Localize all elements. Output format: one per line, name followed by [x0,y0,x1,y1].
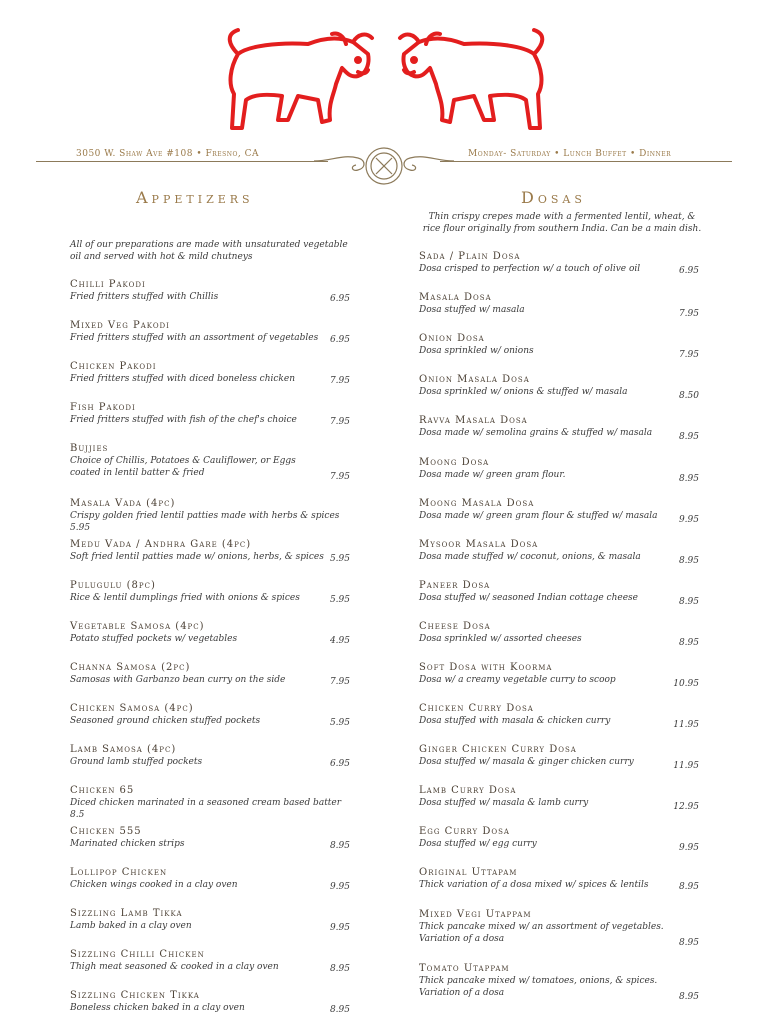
item-desc: Rice & lentil dumplings fried with onions & spices [70,593,300,603]
menu-item [70,908,350,932]
item-price: 8.95 [678,638,699,648]
item-desc: Fried fritters stuffed with an assortment of vegetables [70,333,319,343]
item-name: Mysoor Masala Dosa [419,539,539,550]
item-desc: Fried fritters stuffed with diced boneless chicken [70,374,296,384]
monogram-emblem-icon [312,144,456,188]
item-desc: Dosa sprinkled w/ onions & stuffed w/ masala [419,387,628,397]
restaurant-hours: Monday- Saturday • Lunch Buffet • Dinner [468,149,672,159]
menu-item [419,580,699,607]
menu-item [419,292,699,319]
dosas-intro: Thin crispy crepes made with a fermented lentil, wheat, & rice flour originally from southern India. Can be a main dish. [422,212,702,234]
item-price: 9.95 [329,882,350,892]
menu-item [70,662,350,686]
item-desc: Dosa stuffed w/ egg curry [419,839,537,849]
item-price: 8.95 [678,432,699,442]
item-price: 7.95 [329,376,350,386]
menu-item [70,826,350,850]
menu-item [419,703,699,730]
menu-item [419,498,699,525]
menu-item [419,251,699,275]
menu-item [419,333,699,360]
item-price: 12.95 [673,802,699,812]
menu-item [70,949,350,973]
item-name: Paneer Dosa [419,580,491,591]
item-name: Cheese Dosa [419,621,491,632]
item-desc: Potato stuffed pockets w/ vegetables [70,634,238,644]
item-desc: Dosa sprinkled w/ assorted cheeses [419,634,582,644]
item-name: Chilli Pakodi [70,279,146,290]
item-desc: Lamb baked in a clay oven [70,921,192,931]
item-price: 8.95 [678,597,699,607]
item-name: Tomato Utappam [419,963,510,974]
item-name: Chicken 555 [70,826,142,837]
menu-item [419,457,699,484]
item-desc: Dosa sprinkled w/ onions [419,346,534,356]
item-price: 9.95 [678,515,699,525]
bulls-logo-icon [218,24,554,144]
item-name: Chicken Curry Dosa [419,703,534,714]
item-name: Original Uttapam [419,867,518,878]
item-price: 8.95 [329,964,350,974]
menu-item [419,785,699,812]
item-name: Lamb Samosa (4pc) [70,744,177,755]
menu-item [70,990,350,1014]
item-name: Egg Curry Dosa [419,826,510,837]
menu-item [419,963,699,1002]
item-desc: Dosa stuffed w/ masala [419,305,525,315]
menu-item [70,621,350,645]
item-name: Medu Vada / Andhra Gare (4pc) [70,539,252,550]
item-desc: Soft fried lentil patties made w/ onions, herbs, & spices [70,552,324,562]
item-name: Sizzling Chilli Chicken [70,949,205,960]
menu-item [70,703,350,727]
menu-item [70,867,350,891]
menu-item [419,374,699,401]
header-divider-left [36,161,328,162]
item-price: 11.95 [673,720,699,730]
item-name: Lamb Curry Dosa [419,785,517,796]
menu-item [70,580,350,604]
item-price: 6.95 [329,294,350,304]
menu-item [70,279,350,303]
item-price: 5.95 [70,523,91,533]
item-desc: Dosa w/ a creamy vegetable curry to scoop [419,675,616,685]
item-name: Mixed Vegi Utappam [419,909,532,920]
menu-item [70,785,350,821]
item-name: Ravva Masala Dosa [419,415,528,426]
item-name: Channa Samosa (2pc) [70,662,191,673]
appetizers-title: Appetizers [136,188,254,207]
restaurant-address: 3050 W. Shaw Ave #108 • Fresno, CA [76,149,260,159]
item-price: 8.95 [678,556,699,566]
item-name: Fish Pakodi [70,402,136,413]
item-price: 7.95 [678,350,699,360]
item-price: 7.95 [678,309,699,319]
item-desc: Diced chicken marinated in a seasoned cream based batter 8.5 [70,798,342,820]
item-price: 10.95 [673,679,699,689]
item-price: 9.95 [678,843,699,853]
item-price: 8.95 [678,992,699,1002]
item-desc: Thick variation of a dosa mixed w/ spices & lentils [419,880,649,890]
item-price: 5.95 [329,554,350,564]
item-price: 5.95 [329,718,350,728]
item-desc: Dosa stuffed w/ masala & ginger chicken curry [419,757,634,767]
menu-item [419,621,699,648]
item-price: 5.95 [329,595,350,605]
item-name: Vegetable Samosa (4pc) [70,621,205,632]
item-price: 9.95 [329,923,350,933]
item-desc: Thick pancake mixed w/ tomatoes, onions, & spices. Variation of a dosa [419,976,658,998]
item-desc: Dosa made stuffed w/ coconut, onions, & masala [419,552,641,562]
item-price: 7.95 [329,417,350,427]
item-desc: Dosa made w/ green gram flour. [419,470,566,480]
item-desc: Thick pancake mixed w/ an assortment of vegetables. Variation of a dosa [419,922,664,944]
item-name: Sizzling Lamb Tikka [70,908,183,919]
item-price: 6.95 [329,759,350,769]
item-price: 8.95 [678,474,699,484]
item-name: Bujjies [70,443,109,454]
item-name: Chicken 65 [70,785,135,796]
item-desc: Ground lamb stuffed pockets [70,757,203,767]
item-name: Moong Dosa [419,457,490,468]
menu-item [70,320,350,344]
item-price: 8.95 [329,841,350,851]
menu-item [419,539,699,566]
menu-item [419,909,699,948]
item-price: 6.95 [329,335,350,345]
item-desc: Fried fritters stuffed with fish of the chef's choice [70,415,297,425]
item-name: Onion Dosa [419,333,485,344]
item-name: Chicken Samosa (4pc) [70,703,194,714]
item-name: Pulugulu (8pc) [70,580,156,591]
item-price: 4.95 [329,636,350,646]
item-price: 7.95 [329,677,350,687]
item-desc: Choice of Chillis, Potatoes & Cauliflower, or Eggs coated in lentil batter & fried [70,456,296,478]
menu-item [419,867,699,891]
item-desc: Seasoned ground chicken stuffed pockets [70,716,261,726]
menu-item [70,498,350,534]
item-name: Ginger Chicken Curry Dosa [419,744,577,755]
item-name: Chicken Pakodi [70,361,157,372]
item-name: Onion Masala Dosa [419,374,530,385]
item-name: Mixed Veg Pakodi [70,320,170,331]
item-name: Sada / Plain Dosa [419,251,521,262]
header-divider-right [440,161,732,162]
item-price: 7.95 [329,472,350,482]
item-desc: Dosa made w/ semolina grains & stuffed w/ masala [419,428,653,438]
menu-item [419,415,699,442]
item-desc: Dosa made w/ green gram flour & stuffed w/ masala [419,511,658,521]
item-desc: Dosa stuffed w/ seasoned Indian cottage cheese [419,593,638,603]
menu-item [70,361,350,385]
item-name: Lollipop Chicken [70,867,168,878]
item-name: Soft Dosa with Koorma [419,662,553,673]
item-price: 8.50 [678,391,699,401]
menu-item [419,744,699,771]
item-name: Moong Masala Dosa [419,498,535,509]
item-name: Masala Vada (4pc) [70,498,176,509]
item-price: 8.95 [678,882,699,892]
item-desc: Dosa stuffed w/ masala & lamb curry [419,798,589,808]
item-price: 8.95 [329,1005,350,1015]
appetizers-intro: All of our preparations are made with unsaturated vegetable oil and served with hot & mild chutneys [70,240,348,262]
item-desc: Crispy golden fried lentil patties made with herbs & spices 5.95 [70,511,340,533]
item-name: Sizzling Chicken Tikka [70,990,200,1001]
item-desc: Thigh meat seasoned & cooked in a clay oven [70,962,279,972]
menu-item [70,744,350,768]
dosas-title: Dosas [521,188,586,207]
item-price: 8.5 [70,810,85,820]
item-price: 8.95 [678,938,699,948]
item-desc: Chicken wings cooked in a clay oven [70,880,238,890]
menu-item [70,539,350,563]
menu-item [419,826,699,853]
menu-item [70,402,350,426]
item-price: 11.95 [673,761,699,771]
menu-item [70,443,350,482]
item-price: 6.95 [678,266,699,276]
item-desc: Boneless chicken baked in a clay oven [70,1003,245,1013]
menu-item [419,662,699,689]
item-name: Masala Dosa [419,292,492,303]
item-desc: Samosas with Garbanzo bean curry on the side [70,675,286,685]
item-desc: Marinated chicken strips [70,839,185,849]
item-desc: Fried fritters stuffed with Chillis [70,292,219,302]
item-desc: Dosa stuffed with masala & chicken curry [419,716,611,726]
item-desc: Dosa crisped to perfection w/ a touch of olive oil [419,264,641,274]
